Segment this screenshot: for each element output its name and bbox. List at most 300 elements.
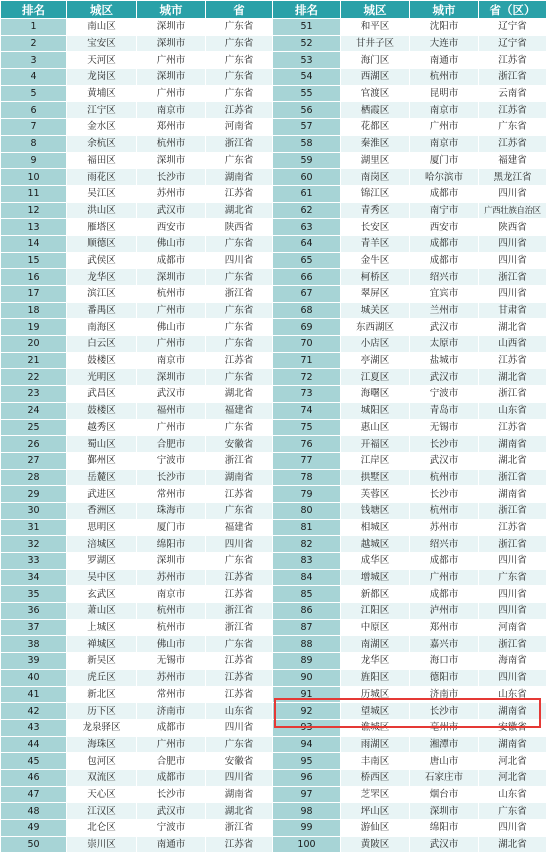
cell-city: 福州市 <box>137 402 206 419</box>
cell-rank: 1 <box>1 19 67 36</box>
cell-city: 武汉市 <box>410 369 479 386</box>
cell-rank: 63 <box>273 219 341 236</box>
cell-district: 南山区 <box>67 19 137 36</box>
cell-district: 长安区 <box>341 219 410 236</box>
cell-rank: 47 <box>1 786 67 803</box>
cell-district: 吴中区 <box>67 569 137 586</box>
cell-city: 杭州市 <box>137 135 206 152</box>
cell-city: 杭州市 <box>137 619 206 636</box>
cell-province: 广东省 <box>206 69 273 86</box>
cell-province: 四川省 <box>479 553 546 570</box>
cell-city: 绵阳市 <box>410 820 479 837</box>
cell-city: 常州市 <box>137 486 206 503</box>
cell-province: 广东省 <box>206 269 273 286</box>
cell-province: 广东省 <box>206 636 273 653</box>
cell-city: 佛山市 <box>137 319 206 336</box>
cell-province: 四川省 <box>479 586 546 603</box>
cell-rank: 25 <box>1 419 67 436</box>
cell-district: 翠屏区 <box>341 286 410 303</box>
cell-district: 越城区 <box>341 536 410 553</box>
cell-district: 天心区 <box>67 786 137 803</box>
table-row <box>1 119 546 136</box>
cell-district: 黄陂区 <box>341 836 410 853</box>
cell-province: 江苏省 <box>206 102 273 119</box>
cell-province: 四川省 <box>479 669 546 686</box>
cell-rank: 68 <box>273 302 341 319</box>
cell-district: 香洲区 <box>67 502 137 519</box>
cell-province: 湖北省 <box>479 319 546 336</box>
cell-district: 坪山区 <box>341 803 410 820</box>
table-row <box>1 19 546 36</box>
cell-province: 辽宁省 <box>479 19 546 36</box>
cell-city: 杭州市 <box>137 603 206 620</box>
cell-city: 成都市 <box>410 185 479 202</box>
cell-district: 蜀山区 <box>67 436 137 453</box>
cell-rank: 38 <box>1 636 67 653</box>
cell-city: 郑州市 <box>137 119 206 136</box>
cell-city: 长沙市 <box>410 436 479 453</box>
cell-rank: 16 <box>1 269 67 286</box>
cell-province: 四川省 <box>206 536 273 553</box>
cell-province: 江苏省 <box>206 686 273 703</box>
cell-city: 宁波市 <box>410 386 479 403</box>
cell-province: 广东省 <box>479 569 546 586</box>
cell-district: 芙蓉区 <box>341 486 410 503</box>
cell-district: 余杭区 <box>67 135 137 152</box>
cell-rank: 26 <box>1 436 67 453</box>
cell-district: 南岗区 <box>341 169 410 186</box>
cell-province: 广东省 <box>206 736 273 753</box>
cell-district: 南湖区 <box>341 636 410 653</box>
cell-province: 广东省 <box>206 52 273 69</box>
cell-province: 广东省 <box>479 119 546 136</box>
cell-rank: 83 <box>273 553 341 570</box>
table-row <box>1 269 546 286</box>
cell-city: 广州市 <box>137 52 206 69</box>
cell-province: 江苏省 <box>479 135 546 152</box>
cell-city: 深圳市 <box>137 35 206 52</box>
cell-city: 广州市 <box>137 336 206 353</box>
table-row <box>1 102 546 119</box>
cell-province: 山西省 <box>479 336 546 353</box>
cell-city: 深圳市 <box>410 803 479 820</box>
cell-rank: 78 <box>273 469 341 486</box>
cell-city: 苏州市 <box>137 569 206 586</box>
cell-rank: 61 <box>273 185 341 202</box>
cell-rank: 96 <box>273 769 341 786</box>
cell-city: 德阳市 <box>410 669 479 686</box>
table-row <box>1 185 546 202</box>
cell-rank: 18 <box>1 302 67 319</box>
cell-district: 鼓楼区 <box>67 402 137 419</box>
cell-rank: 34 <box>1 569 67 586</box>
cell-district: 丰南区 <box>341 753 410 770</box>
cell-rank: 6 <box>1 102 67 119</box>
cell-city: 合肥市 <box>137 436 206 453</box>
cell-province: 浙江省 <box>206 135 273 152</box>
cell-rank: 33 <box>1 553 67 570</box>
cell-district: 东西湖区 <box>341 319 410 336</box>
cell-city: 南京市 <box>410 135 479 152</box>
table-row <box>1 469 546 486</box>
cell-rank: 23 <box>1 386 67 403</box>
cell-city: 南京市 <box>410 102 479 119</box>
cell-province: 江苏省 <box>206 185 273 202</box>
cell-rank: 62 <box>273 202 341 219</box>
cell-province: 浙江省 <box>479 269 546 286</box>
cell-rank: 99 <box>273 820 341 837</box>
table-row <box>1 336 546 353</box>
cell-rank: 8 <box>1 135 67 152</box>
table-row <box>1 235 546 252</box>
cell-city: 成都市 <box>410 252 479 269</box>
cell-district: 龙岗区 <box>67 69 137 86</box>
cell-province: 江苏省 <box>206 586 273 603</box>
cell-city: 无锡市 <box>410 419 479 436</box>
cell-province: 湖北省 <box>206 803 273 820</box>
cell-city: 深圳市 <box>137 152 206 169</box>
cell-district: 新北区 <box>67 686 137 703</box>
cell-city: 昆明市 <box>410 85 479 102</box>
cell-rank: 89 <box>273 653 341 670</box>
cell-district: 官渡区 <box>341 85 410 102</box>
cell-city: 佛山市 <box>137 235 206 252</box>
table-row <box>1 402 546 419</box>
cell-rank: 55 <box>273 85 341 102</box>
cell-district: 城关区 <box>341 302 410 319</box>
cell-district: 海门区 <box>341 52 410 69</box>
cell-district: 江阳区 <box>341 603 410 620</box>
cell-rank: 58 <box>273 135 341 152</box>
cell-province: 江苏省 <box>479 352 546 369</box>
cell-district: 宝安区 <box>67 35 137 52</box>
cell-rank: 52 <box>273 35 341 52</box>
cell-rank: 84 <box>273 569 341 586</box>
cell-city: 厦门市 <box>137 519 206 536</box>
cell-province: 湖北省 <box>479 836 546 853</box>
cell-rank: 7 <box>1 119 67 136</box>
cell-rank: 53 <box>273 52 341 69</box>
cell-province: 安徽省 <box>479 719 546 736</box>
cell-district: 岳麓区 <box>67 469 137 486</box>
cell-province: 江苏省 <box>206 836 273 853</box>
cell-province: 浙江省 <box>479 502 546 519</box>
cell-province: 江苏省 <box>206 486 273 503</box>
cell-district: 鄞州区 <box>67 452 137 469</box>
cell-rank: 20 <box>1 336 67 353</box>
cell-rank: 91 <box>273 686 341 703</box>
cell-city: 深圳市 <box>137 269 206 286</box>
cell-district: 锦江区 <box>341 185 410 202</box>
cell-rank: 24 <box>1 402 67 419</box>
cell-city: 成都市 <box>137 719 206 736</box>
cell-district: 思明区 <box>67 519 137 536</box>
cell-district: 雁塔区 <box>67 219 137 236</box>
cell-city: 石家庄市 <box>410 769 479 786</box>
cell-district: 栖霞区 <box>341 102 410 119</box>
cell-rank: 59 <box>273 152 341 169</box>
cell-rank: 66 <box>273 269 341 286</box>
header-row <box>1 1 546 19</box>
cell-province: 安徽省 <box>206 753 273 770</box>
cell-province: 广东省 <box>479 803 546 820</box>
cell-city: 盐城市 <box>410 352 479 369</box>
table-row <box>1 653 546 670</box>
cell-province: 广西壮族自治区 <box>479 202 546 219</box>
cell-district: 旌阳区 <box>341 669 410 686</box>
cell-province: 湖北省 <box>206 386 273 403</box>
cell-rank: 21 <box>1 352 67 369</box>
cell-city: 成都市 <box>410 235 479 252</box>
cell-city: 青岛市 <box>410 402 479 419</box>
cell-province: 江苏省 <box>206 669 273 686</box>
cell-rank: 100 <box>273 836 341 853</box>
cell-district: 吴江区 <box>67 185 137 202</box>
cell-rank: 97 <box>273 786 341 803</box>
cell-rank: 13 <box>1 219 67 236</box>
cell-province: 四川省 <box>206 719 273 736</box>
cell-rank: 92 <box>273 703 341 720</box>
table-row <box>1 52 546 69</box>
cell-city: 成都市 <box>137 769 206 786</box>
cell-province: 浙江省 <box>206 820 273 837</box>
cell-province: 江苏省 <box>206 352 273 369</box>
cell-province: 河北省 <box>479 753 546 770</box>
table-row <box>1 619 546 636</box>
cell-province: 浙江省 <box>479 69 546 86</box>
cell-rank: 67 <box>273 286 341 303</box>
table-row <box>1 569 546 586</box>
cell-city: 济南市 <box>410 686 479 703</box>
cell-city: 沈阳市 <box>410 19 479 36</box>
cell-district: 增城区 <box>341 569 410 586</box>
cell-rank: 29 <box>1 486 67 503</box>
cell-district: 包河区 <box>67 753 137 770</box>
cell-city: 武汉市 <box>137 803 206 820</box>
cell-city: 泸州市 <box>410 603 479 620</box>
cell-district: 玄武区 <box>67 586 137 603</box>
cell-city: 西安市 <box>137 219 206 236</box>
cell-city: 嘉兴市 <box>410 636 479 653</box>
cell-city: 南京市 <box>137 586 206 603</box>
cell-rank: 98 <box>273 803 341 820</box>
cell-city: 杭州市 <box>137 286 206 303</box>
table-row <box>1 35 546 52</box>
cell-district: 武昌区 <box>67 386 137 403</box>
cell-district: 海曙区 <box>341 386 410 403</box>
cell-province: 广东省 <box>206 19 273 36</box>
cell-city: 长沙市 <box>410 486 479 503</box>
cell-rank: 54 <box>273 69 341 86</box>
cell-rank: 49 <box>1 820 67 837</box>
cell-district: 亭湖区 <box>341 352 410 369</box>
cell-city: 武汉市 <box>410 836 479 853</box>
cell-rank: 48 <box>1 803 67 820</box>
cell-rank: 9 <box>1 152 67 169</box>
cell-province: 广东省 <box>206 553 273 570</box>
cell-rank: 72 <box>273 369 341 386</box>
cell-city: 郑州市 <box>410 619 479 636</box>
cell-province: 福建省 <box>206 402 273 419</box>
cell-city: 苏州市 <box>137 669 206 686</box>
table-row <box>1 302 546 319</box>
cell-city: 常州市 <box>137 686 206 703</box>
table-row <box>1 536 546 553</box>
cell-city: 大连市 <box>410 35 479 52</box>
header-city: 城市 <box>137 1 206 19</box>
table-row <box>1 686 546 703</box>
cell-rank: 10 <box>1 169 67 186</box>
table-row <box>1 836 546 853</box>
cell-rank: 87 <box>273 619 341 636</box>
cell-district: 柯桥区 <box>341 269 410 286</box>
cell-district: 新都区 <box>341 586 410 603</box>
cell-district: 金牛区 <box>341 252 410 269</box>
cell-province: 河南省 <box>479 619 546 636</box>
cell-rank: 2 <box>1 35 67 52</box>
cell-district: 金水区 <box>67 119 137 136</box>
cell-province: 浙江省 <box>479 469 546 486</box>
cell-district: 天河区 <box>67 52 137 69</box>
cell-district: 福田区 <box>67 152 137 169</box>
cell-province: 云南省 <box>479 85 546 102</box>
table-row <box>1 603 546 620</box>
table-row <box>1 69 546 86</box>
table-row <box>1 486 546 503</box>
cell-district: 开福区 <box>341 436 410 453</box>
cell-rank: 36 <box>1 603 67 620</box>
table-row <box>1 369 546 386</box>
cell-rank: 19 <box>1 319 67 336</box>
table-row <box>1 502 546 519</box>
cell-province: 湖南省 <box>206 169 273 186</box>
cell-district: 萧山区 <box>67 603 137 620</box>
cell-city: 广州市 <box>137 419 206 436</box>
cell-district: 江宁区 <box>67 102 137 119</box>
cell-city: 佛山市 <box>137 636 206 653</box>
cell-rank: 32 <box>1 536 67 553</box>
table-row <box>1 586 546 603</box>
cell-rank: 93 <box>273 719 341 736</box>
cell-city: 南通市 <box>137 836 206 853</box>
table-row <box>1 419 546 436</box>
cell-city: 宁波市 <box>137 452 206 469</box>
table-row <box>1 553 546 570</box>
cell-rank: 12 <box>1 202 67 219</box>
cell-district: 崇川区 <box>67 836 137 853</box>
cell-rank: 81 <box>273 519 341 536</box>
cell-province: 广东省 <box>206 336 273 353</box>
cell-rank: 46 <box>1 769 67 786</box>
cell-rank: 30 <box>1 502 67 519</box>
cell-city: 兰州市 <box>410 302 479 319</box>
cell-district: 青秀区 <box>341 202 410 219</box>
cell-district: 光明区 <box>67 369 137 386</box>
cell-rank: 64 <box>273 235 341 252</box>
cell-city: 哈尔滨市 <box>410 169 479 186</box>
cell-city: 长沙市 <box>137 169 206 186</box>
table-row <box>1 386 546 403</box>
cell-district: 青羊区 <box>341 235 410 252</box>
cell-province: 湖南省 <box>479 736 546 753</box>
cell-rank: 88 <box>273 636 341 653</box>
cell-province: 山东省 <box>479 786 546 803</box>
cell-city: 杭州市 <box>410 69 479 86</box>
cell-rank: 86 <box>273 603 341 620</box>
cell-province: 湖南省 <box>479 703 546 720</box>
cell-district: 秦淮区 <box>341 135 410 152</box>
cell-city: 宁波市 <box>137 820 206 837</box>
cell-province: 湖南省 <box>479 486 546 503</box>
cell-province: 四川省 <box>479 820 546 837</box>
header-district: 城区 <box>341 1 410 19</box>
cell-city: 杭州市 <box>410 502 479 519</box>
cell-city: 南宁市 <box>410 202 479 219</box>
cell-province: 江苏省 <box>206 653 273 670</box>
cell-district: 龙华区 <box>67 269 137 286</box>
cell-province: 江苏省 <box>479 102 546 119</box>
cell-province: 江苏省 <box>479 419 546 436</box>
cell-city: 广州市 <box>137 85 206 102</box>
cell-rank: 80 <box>273 502 341 519</box>
cell-province: 黑龙江省 <box>479 169 546 186</box>
cell-district: 城阳区 <box>341 402 410 419</box>
cell-district: 相城区 <box>341 519 410 536</box>
cell-district: 龙泉驿区 <box>67 719 137 736</box>
cell-rank: 90 <box>273 669 341 686</box>
cell-rank: 15 <box>1 252 67 269</box>
cell-district: 双流区 <box>67 769 137 786</box>
cell-province: 河南省 <box>206 119 273 136</box>
cell-province: 甘肃省 <box>479 302 546 319</box>
cell-city: 武汉市 <box>137 386 206 403</box>
cell-province: 湖北省 <box>206 202 273 219</box>
cell-province: 安徽省 <box>206 436 273 453</box>
table-row <box>1 820 546 837</box>
cell-rank: 69 <box>273 319 341 336</box>
cell-rank: 44 <box>1 736 67 753</box>
cell-district: 虎丘区 <box>67 669 137 686</box>
cell-district: 江岸区 <box>341 452 410 469</box>
cell-city: 厦门市 <box>410 152 479 169</box>
cell-province: 江苏省 <box>479 52 546 69</box>
cell-city: 苏州市 <box>137 185 206 202</box>
cell-province: 广东省 <box>206 152 273 169</box>
cell-rank: 45 <box>1 753 67 770</box>
cell-province: 四川省 <box>206 769 273 786</box>
cell-province: 山东省 <box>206 703 273 720</box>
cell-district: 西湖区 <box>341 69 410 86</box>
cell-rank: 4 <box>1 69 67 86</box>
cell-rank: 50 <box>1 836 67 853</box>
cell-city: 武汉市 <box>410 319 479 336</box>
table-row <box>1 319 546 336</box>
cell-city: 长沙市 <box>137 469 206 486</box>
cell-city: 唐山市 <box>410 753 479 770</box>
cell-city: 长沙市 <box>137 786 206 803</box>
cell-province: 浙江省 <box>479 536 546 553</box>
cell-province: 浙江省 <box>206 286 273 303</box>
cell-rank: 39 <box>1 653 67 670</box>
cell-rank: 60 <box>273 169 341 186</box>
cell-city: 济南市 <box>137 703 206 720</box>
cell-rank: 74 <box>273 402 341 419</box>
cell-province: 福建省 <box>479 152 546 169</box>
header-city: 城市 <box>410 1 479 19</box>
cell-province: 广东省 <box>206 35 273 52</box>
table-row <box>1 769 546 786</box>
cell-province: 浙江省 <box>206 452 273 469</box>
